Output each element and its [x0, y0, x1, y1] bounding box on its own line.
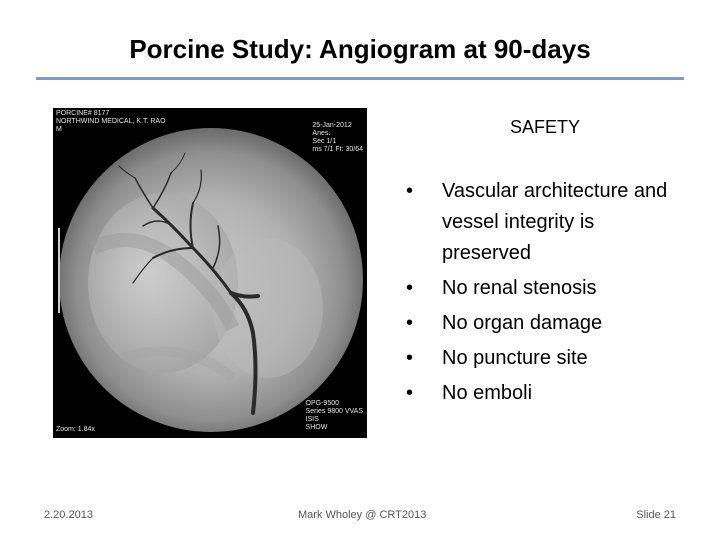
angiogram-zoom-info: Zoom: 1.84x — [56, 426, 95, 433]
title-divider — [36, 77, 684, 80]
bullet-list — [402, 176, 682, 413]
bullet-icon: • — [406, 312, 414, 334]
section-title: SAFETY — [510, 117, 581, 137]
bullet-text: No emboli — [442, 382, 533, 404]
angiogram-study-info: 25-Jan-2012 Anes. Sec 1/1 ms 7/1 Ft: 30/64 — [312, 122, 363, 153]
footer-slide-number: Slide 21 — [636, 509, 676, 521]
angiogram-graphic — [53, 108, 367, 438]
angiogram-series-info: OPG-9500 Series 9800 VVAS ISIS SHOW — [305, 400, 363, 431]
slide-title: Porcine Study: Angiogram at 90-days — [129, 34, 591, 64]
footer-presenter: Mark Wholey @ CRT2013 — [298, 509, 427, 521]
bullet-icon: • — [406, 180, 414, 202]
list-item — [402, 176, 682, 269]
list-item — [402, 343, 682, 374]
list-item — [402, 273, 682, 304]
list-item — [402, 378, 682, 409]
bullet-icon: • — [406, 347, 414, 369]
bullet-text: No renal stenosis — [442, 277, 597, 299]
list-item — [402, 308, 682, 339]
bullet-text: No puncture site — [442, 347, 588, 369]
bullet-text: No organ damage — [442, 312, 603, 334]
bullet-text: Vascular architecture and vessel integrity is preserved — [442, 180, 668, 264]
footer-date: 2.20.2013 — [44, 509, 93, 521]
bullet-icon: • — [406, 382, 414, 404]
bullet-icon: • — [406, 277, 414, 299]
angiogram-patient-info: PORCINE# 8177 NORTHWIND MEDICAL, K.T. RAO M — [56, 110, 166, 133]
angiogram-image — [53, 108, 367, 438]
